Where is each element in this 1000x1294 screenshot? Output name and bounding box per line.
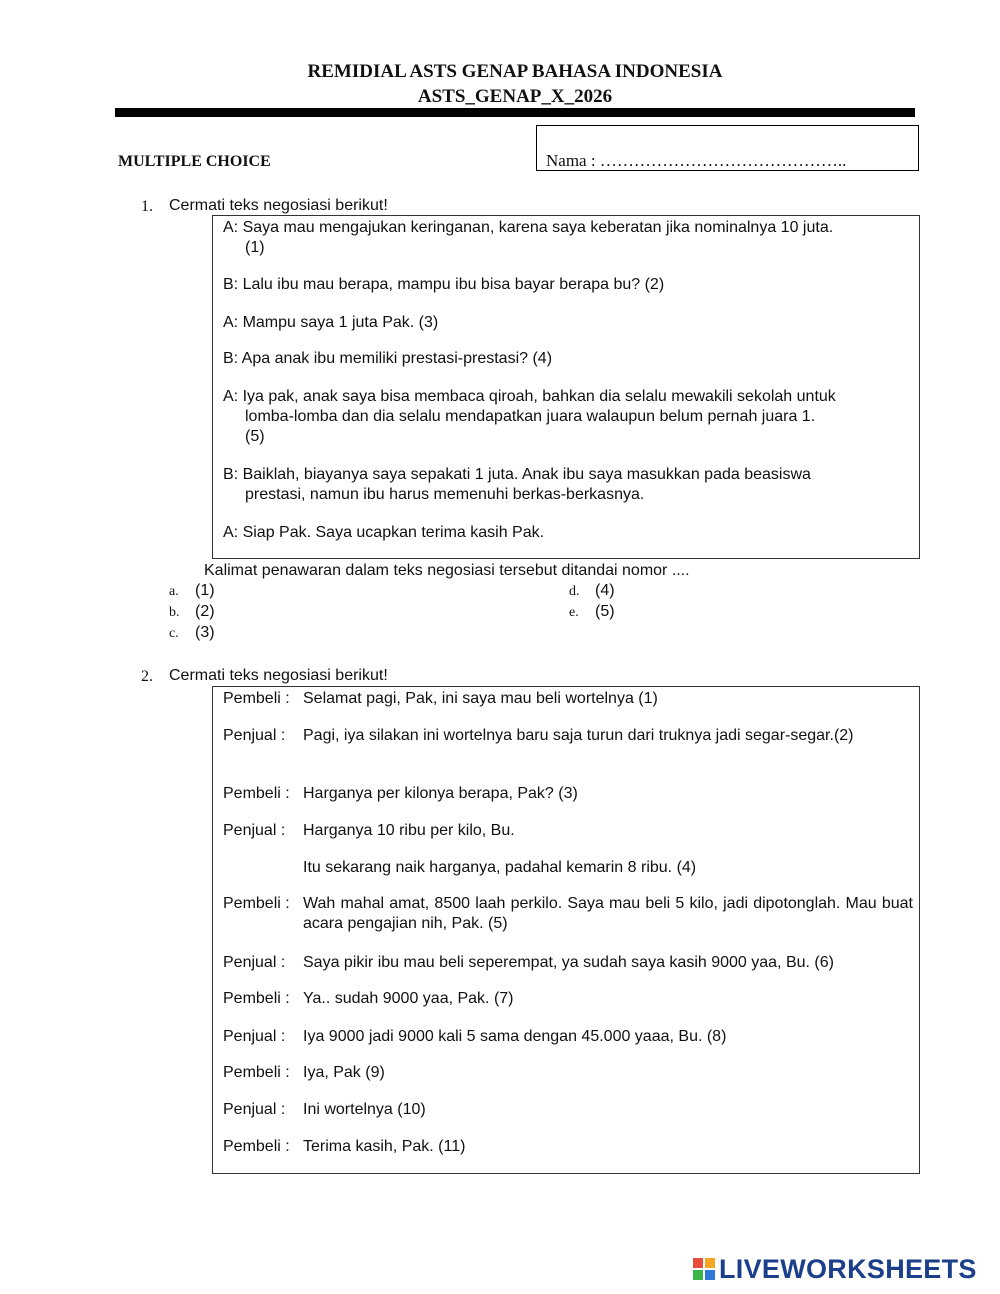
q1-line-4	[223, 349, 913, 369]
q2-line-11-text: Ini wortelnya (10)	[303, 1101, 426, 1118]
q1-option-b[interactable]	[169, 603, 215, 621]
q1-line-2	[223, 275, 913, 295]
q1-line-1-cont: (1)	[245, 239, 265, 256]
q2-line-10-speaker: Pembeli :	[223, 1064, 290, 1081]
logo-square-1	[693, 1258, 703, 1268]
q2-line-3-text: Harganya per kilonya berapa, Pak? (3)	[303, 785, 578, 802]
q2-line-7-text: Saya pikir ibu mau beli seperempat, ya sudah saya kasih 9000 yaa, Bu. (6)	[303, 954, 834, 971]
header-divider	[115, 108, 915, 117]
q1-option-d[interactable]	[569, 582, 615, 600]
logo-square-4	[705, 1270, 715, 1280]
question-1-prompt: Kalimat penawaran dalam teks negosiasi tersebut ditandai nomor ....	[204, 562, 690, 579]
logo-square-3	[693, 1270, 703, 1280]
q1-line-5-cont: lomba-lomba dan dia selalu mendapatkan juara walaupun belum pernah juara 1.	[245, 408, 816, 425]
question-2-text-box	[212, 686, 920, 1174]
question-1-instruction: Cermati teks negosiasi berikut!	[169, 197, 388, 214]
q1-line-1-text: A: Saya mau mengajukan keringanan, karena saya keberatan jika nominalnya 10 juta.	[223, 219, 834, 236]
logo-text: LIVEWORKSHEETS	[719, 1253, 977, 1284]
q2-line-6-speaker: Pembeli :	[223, 895, 290, 912]
q1-option-b-label: b.	[169, 605, 180, 620]
liveworksheets-logo[interactable]	[693, 1254, 977, 1284]
q1-option-c-text: (3)	[195, 624, 215, 641]
q1-option-a-label: a.	[169, 584, 179, 599]
q2-line-4-text: Harganya 10 ribu per kilo, Bu.	[303, 822, 515, 839]
q2-line-6-text: Wah mahal amat, 8500 laah perkilo. Saya mau beli 5 kilo, jadi dipotonglah. Mau buat acara pengajian nih, Pak. (5)	[303, 895, 913, 932]
q1-option-e-text: (5)	[595, 603, 615, 620]
q1-option-c[interactable]	[169, 624, 215, 642]
q1-option-d-label: d.	[569, 584, 580, 599]
q1-line-3	[223, 313, 913, 333]
q1-line-3-text: A: Mampu saya 1 juta Pak. (3)	[223, 314, 439, 331]
question-1-text-box	[212, 215, 920, 559]
q1-option-d-text: (4)	[595, 582, 615, 599]
question-1-number: 1.	[141, 198, 153, 215]
q1-line-5-cont2: (5)	[245, 428, 265, 445]
q2-line-11-speaker: Penjual :	[223, 1101, 286, 1118]
q1-option-e[interactable]	[569, 603, 615, 621]
q2-line-2-text: Pagi, iya silakan ini wortelnya baru saja turun dari truknya jadi segar-segar.(2)	[303, 727, 854, 744]
q1-option-b-text: (2)	[195, 603, 215, 620]
q2-line-7-speaker: Penjual :	[223, 954, 286, 971]
q1-line-6-cont: prestasi, namun ibu harus memenuhi berkas-berkasnya.	[245, 486, 645, 503]
question-2-instruction: Cermati teks negosiasi berikut!	[169, 667, 388, 684]
logo-square-2	[705, 1258, 715, 1268]
q2-line-12-speaker: Pembeli :	[223, 1138, 290, 1155]
q1-option-c-label: c.	[169, 626, 179, 641]
name-field-label: Nama : ……………………………………..	[546, 151, 847, 170]
q2-line-2-speaker: Penjual :	[223, 727, 286, 744]
q1-line-6-text: B: Baiklah, biayanya saya sepakati 1 juta. Anak ibu saya masukkan pada beasiswa	[223, 466, 811, 483]
q1-option-e-label: e.	[569, 605, 579, 620]
q2-line-9-speaker: Penjual :	[223, 1028, 286, 1045]
q2-line-5-text: Itu sekarang naik harganya, padahal kemarin 8 ribu. (4)	[303, 859, 697, 876]
q2-line-9-text: Iya 9000 jadi 9000 kali 5 sama dengan 45.000 yaaa, Bu. (8)	[303, 1028, 727, 1045]
q1-line-7	[223, 523, 913, 543]
q2-line-1-text: Selamat pagi, Pak, ini saya mau beli wortelnya (1)	[303, 690, 658, 707]
q1-line-6	[223, 465, 913, 505]
q1-line-7-text: A: Siap Pak. Saya ucapkan terima kasih Pak.	[223, 524, 545, 541]
q2-line-4-speaker: Penjual :	[223, 822, 286, 839]
q1-line-5-text: A: Iya pak, anak saya bisa membaca qiroah, bahkan dia selalu mewakili sekolah untuk	[223, 388, 836, 405]
q2-line-1-speaker: Pembeli :	[223, 690, 290, 707]
logo-mark-icon	[693, 1258, 715, 1280]
q1-line-2-text: B: Lalu ibu mau berapa, mampu ibu bisa bayar berapa bu? (2)	[223, 276, 665, 293]
document-subtitle: ASTS_GENAP_X_2026	[417, 86, 613, 107]
q1-option-a[interactable]	[169, 582, 215, 600]
q1-line-1	[223, 218, 913, 258]
name-field[interactable]	[536, 125, 919, 171]
q2-line-8-text: Ya.. sudah 9000 yaa, Pak. (7)	[303, 990, 514, 1007]
section-label: MULTIPLE CHOICE	[118, 153, 271, 170]
q2-line-8-speaker: Pembeli :	[223, 990, 290, 1007]
q1-line-4-text: B: Apa anak ibu memiliki prestasi-prestasi? (4)	[223, 350, 553, 367]
q1-line-5	[223, 387, 913, 447]
q1-option-a-text: (1)	[195, 582, 215, 599]
question-2-number: 2.	[141, 668, 153, 685]
q2-line-10-text: Iya, Pak (9)	[303, 1064, 385, 1081]
document-title: REMIDIAL ASTS GENAP BAHASA INDONESIA	[307, 61, 723, 82]
q2-line-3-speaker: Pembeli :	[223, 785, 290, 802]
q2-line-12-text: Terima kasih, Pak. (11)	[303, 1138, 466, 1155]
